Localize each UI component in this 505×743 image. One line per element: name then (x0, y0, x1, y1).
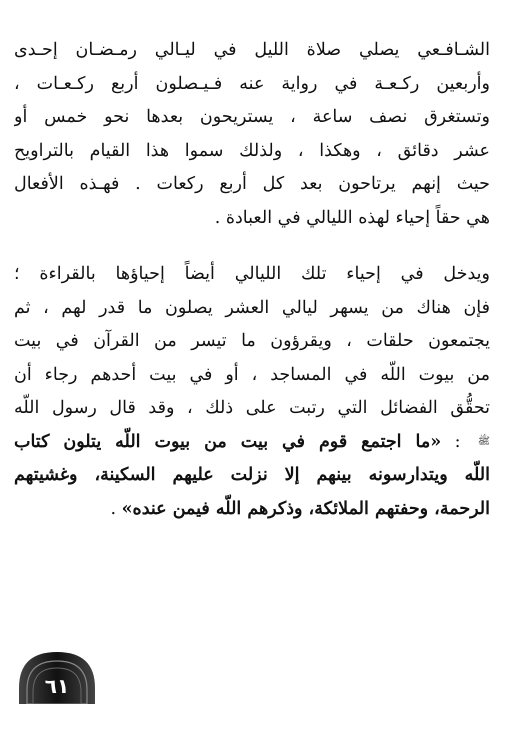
hadith-text: الرحمة، وحفتهم الملائكة، وذكرهم اللّه فيمن عنده» (121, 498, 490, 519)
text-line: هي حقاً إحياء لهذه الليالي في العبادة . (214, 207, 490, 228)
hadith-closing-line (14, 493, 490, 527)
page-body (14, 34, 490, 526)
paragraph-2 (14, 258, 490, 526)
closing-punctuation: . (110, 498, 122, 519)
hadith-text-line: اللّه ويتدارسونه بينهم إلا نزلت عليهم السكينة، وغشيتهم (14, 465, 490, 485)
text-line: ويدخل في إحياء تلك الليالي أيضاً إحياؤها بالقراءة ؛ (14, 264, 490, 284)
hadith-text: «ما اجتمع قوم في بيت من بيوت اللّه يتلون كتاب (14, 431, 442, 452)
text-line: فإن هناك من يسهر ليالي العشر يصلون ما قدر لهم ، ثم (14, 297, 490, 318)
text-line: وتستغرق نصف ساعة ، يستريحون بعدها نحو خمس أو (14, 107, 490, 127)
text-line: عشر دقائق ، وهكذا ، ولذلك سموا هذا القيام بالتراويح (14, 140, 490, 161)
text-line: يجتمعون حلقات ، ويقرؤون ما تيسر من القرآن في بيت (14, 331, 490, 351)
hadith-intro-line (14, 426, 490, 460)
text-line: تحقُّق الفضائل التي رتبت على ذلك ، وقد قال رسول اللّه (14, 398, 490, 418)
text-line: الشـافـعي يصلي صلاة الليل في ليـالي رمـضـان إحـدى (14, 40, 490, 60)
text-line: وأربعين ركـعـة في رواية عنه فـيـصلون أربع ركـعـات ، (14, 73, 490, 94)
page-number: ٦١ (44, 674, 70, 698)
salawat-symbol: ﷺ (477, 436, 490, 447)
paragraph-1 (14, 34, 490, 235)
text-line: من بيوت اللّه في المساجد ، أو في بيت أحدهم رجاء أن (14, 364, 490, 385)
text-line: حيث إنهم يرتاحون بعد كل أربع ركعات . فهـذه الأفعال (14, 174, 490, 194)
hadith-colon: : (441, 431, 474, 452)
paragraph-spacer (14, 235, 490, 258)
